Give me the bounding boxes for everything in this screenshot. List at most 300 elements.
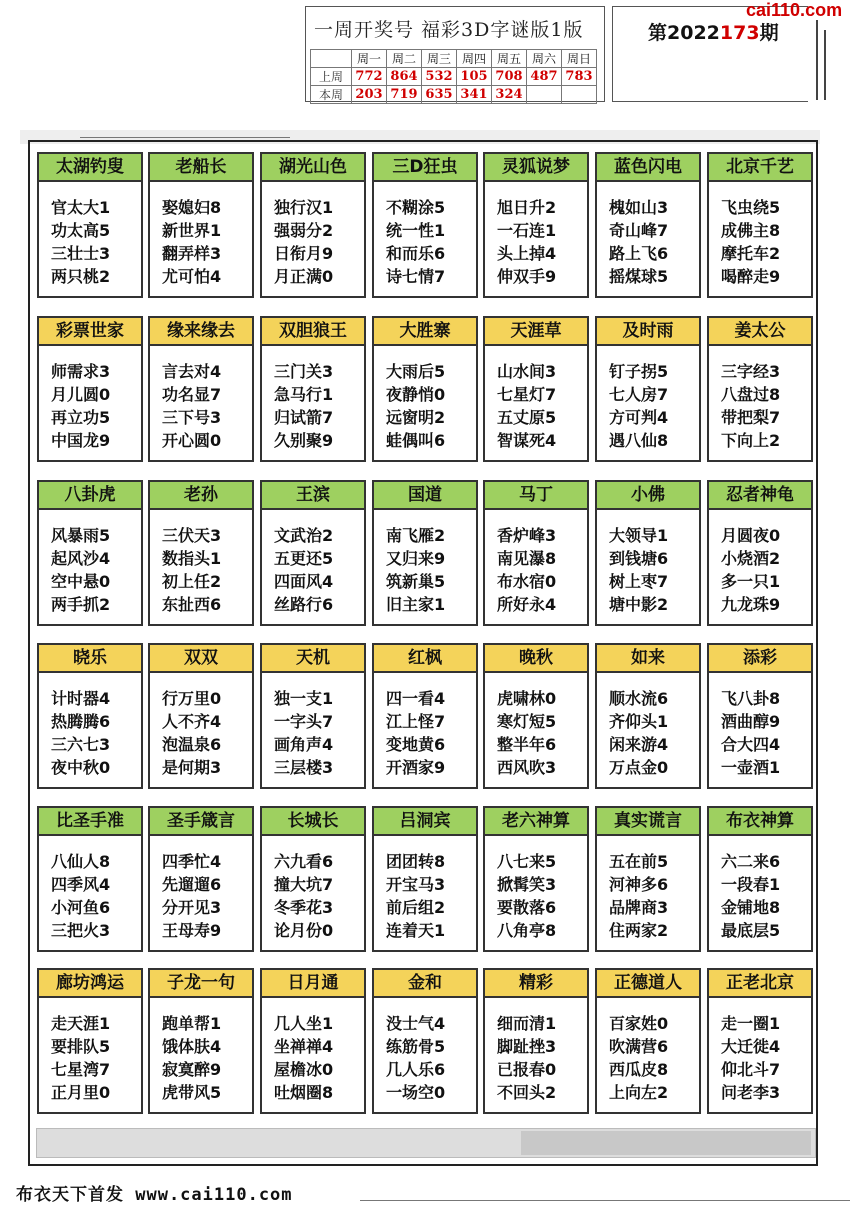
riddle-line: 所好永4: [497, 595, 557, 614]
riddle-card: [595, 152, 701, 298]
riddle-line: 尤可怕4: [162, 267, 222, 286]
weekday-label: 周一: [352, 50, 387, 68]
riddle-line: 饿体肤4: [162, 1037, 222, 1056]
riddle-line: 七星湾7: [51, 1060, 111, 1079]
card-title: 三D狂虫: [374, 154, 476, 182]
riddle-line: 屋檐冰0: [274, 1060, 334, 1079]
riddle-card: [37, 968, 143, 1114]
riddle-line: 掀髯笑3: [497, 875, 557, 894]
riddle-line: 五丈原5: [497, 408, 557, 427]
bottom-bar-block: [521, 1131, 811, 1155]
riddle-line: 正月里0: [51, 1083, 111, 1102]
last-week-row: [311, 68, 597, 86]
card-title: 正德道人: [597, 970, 699, 998]
riddle-card: [483, 968, 589, 1114]
riddle-line: 丝路行6: [274, 595, 334, 614]
riddle-line: 八盘过8: [721, 385, 781, 404]
riddle-line: 两只桃2: [51, 267, 111, 286]
riddle-line: 百家姓0: [609, 1014, 669, 1033]
card-items: [150, 836, 252, 942]
weekday-header-row: [311, 50, 597, 68]
card-title: 吕洞宾: [374, 808, 476, 836]
draw-number: 532: [422, 68, 457, 86]
card-items: [262, 836, 364, 942]
riddle-line: 寒灯短5: [497, 712, 557, 731]
riddle-line: 方可判4: [609, 408, 669, 427]
riddle-line: 品牌商3: [609, 898, 669, 917]
riddle-line: 团团转8: [386, 852, 446, 871]
riddle-line: 金铺地8: [721, 898, 781, 917]
riddle-line: 筑新巢5: [386, 572, 446, 591]
card-items: [485, 346, 587, 452]
card-items: [485, 998, 587, 1104]
riddle-card: [148, 968, 254, 1114]
card-items: [39, 836, 141, 942]
card-title: 八卦虎: [39, 482, 141, 510]
riddle-line: 论月份0: [274, 921, 334, 940]
riddle-line: 智谋死4: [497, 431, 557, 450]
weekly-draw-table: [310, 49, 597, 104]
card-title: 如来: [597, 645, 699, 673]
riddle-line: 开酒家9: [386, 758, 446, 777]
riddle-card: [260, 806, 366, 952]
row-label: 本周: [311, 86, 352, 104]
riddle-line: 人不齐4: [162, 712, 222, 731]
riddle-line: 旭日升2: [497, 198, 557, 217]
card-items: [374, 998, 476, 1104]
riddle-card: [483, 152, 589, 298]
riddle-line: 四一看4: [386, 689, 446, 708]
draw-number: 487: [527, 68, 562, 86]
riddle-line: 香炉峰3: [497, 526, 557, 545]
riddle-line: 整半年6: [497, 735, 557, 754]
riddle-line: 新世界1: [162, 221, 222, 240]
riddle-line: 先遛遛6: [162, 875, 222, 894]
card-title: 圣手箴言: [150, 808, 252, 836]
card-items: [597, 998, 699, 1104]
draw-number: 341: [457, 86, 492, 104]
riddle-line: 顺水流6: [609, 689, 669, 708]
draw-number: 105: [457, 68, 492, 86]
card-title: 忍者神龟: [709, 482, 811, 510]
draw-number: 203: [352, 86, 387, 104]
riddle-line: 远窗明2: [386, 408, 446, 427]
riddle-card: [372, 643, 478, 789]
weekday-label: 周四: [457, 50, 492, 68]
draw-number: 635: [422, 86, 457, 104]
card-items: [485, 510, 587, 616]
riddle-line: 月圆夜0: [721, 526, 781, 545]
riddle-line: 功名显7: [162, 385, 222, 404]
riddle-line: 上向左2: [609, 1083, 669, 1102]
card-items: [597, 510, 699, 616]
riddle-line: 飞八卦8: [721, 689, 781, 708]
riddle-line: 独一支1: [274, 689, 334, 708]
card-items: [597, 182, 699, 288]
riddle-card: [595, 643, 701, 789]
riddle-line: 又归来9: [386, 549, 446, 568]
riddle-line: 三伏天3: [162, 526, 222, 545]
riddle-card: [148, 316, 254, 462]
riddle-line: 再立功5: [51, 408, 111, 427]
riddle-line: 西瓜皮8: [609, 1060, 669, 1079]
riddle-line: 寂寞醉9: [162, 1060, 222, 1079]
card-title: 蓝色闪电: [597, 154, 699, 182]
card-items: [374, 836, 476, 942]
riddle-line: 走天涯1: [51, 1014, 111, 1033]
riddle-line: 统一性1: [386, 221, 446, 240]
card-items: [262, 673, 364, 779]
riddle-line: 不回头2: [497, 1083, 557, 1102]
riddle-line: 官太大1: [51, 198, 111, 217]
card-title: 姜太公: [709, 318, 811, 346]
riddle-card: [483, 643, 589, 789]
card-items: [485, 673, 587, 779]
riddle-line: 布水宿0: [497, 572, 557, 591]
riddle-line: 没士气4: [386, 1014, 446, 1033]
riddle-line: 三字经3: [721, 362, 781, 381]
riddle-line: 一段春1: [721, 875, 781, 894]
riddle-line: 仰北斗7: [721, 1060, 781, 1079]
riddle-line: 多一只1: [721, 572, 781, 591]
riddle-card: [260, 968, 366, 1114]
riddle-line: 风暴雨5: [51, 526, 111, 545]
riddle-line: 开心圆0: [162, 431, 222, 450]
riddle-line: 齐仰头1: [609, 712, 669, 731]
riddle-line: 功太高5: [51, 221, 111, 240]
riddle-line: 五更还5: [274, 549, 334, 568]
riddle-line: 旧主家1: [386, 595, 446, 614]
riddle-line: 连着天1: [386, 921, 446, 940]
card-title: 王滨: [262, 482, 364, 510]
riddle-line: 中国龙9: [51, 431, 111, 450]
riddle-line: 下向上2: [721, 431, 781, 450]
card-title: 长城长: [262, 808, 364, 836]
card-title: 双胆狼王: [262, 318, 364, 346]
card-items: [39, 510, 141, 616]
riddle-card: [260, 643, 366, 789]
riddle-line: 树上枣7: [609, 572, 669, 591]
riddle-card: [707, 480, 813, 626]
riddle-line: 南飞雁2: [386, 526, 446, 545]
riddle-line: 喝醉走9: [721, 267, 781, 286]
card-title: 天涯草: [485, 318, 587, 346]
riddle-line: 要散落6: [497, 898, 557, 917]
riddle-line: 到钱塘6: [609, 549, 669, 568]
riddle-line: 日衔月9: [274, 244, 334, 263]
draw-number: [527, 86, 562, 104]
card-items: [709, 673, 811, 779]
riddle-line: 夜静悄0: [386, 385, 446, 404]
card-title: 彩票世家: [39, 318, 141, 346]
riddle-card: [595, 480, 701, 626]
riddle-line: 几人坐1: [274, 1014, 334, 1033]
riddle-line: 伸双手9: [497, 267, 557, 286]
riddle-line: 四面风4: [274, 572, 334, 591]
riddle-line: 和而乐6: [386, 244, 446, 263]
riddle-card: [37, 643, 143, 789]
top-rule: [80, 137, 290, 138]
riddle-line: 酒曲醇9: [721, 712, 781, 731]
riddle-card: [707, 316, 813, 462]
riddle-line: 三门关3: [274, 362, 334, 381]
riddle-line: 大领导1: [609, 526, 669, 545]
riddle-line: 八仙人8: [51, 852, 111, 871]
riddle-line: 七人房7: [609, 385, 669, 404]
riddle-line: 一场空0: [386, 1083, 446, 1102]
riddle-line: 摇煤球5: [609, 267, 669, 286]
riddle-line: 归试箭7: [274, 408, 334, 427]
riddle-line: 大迁徙4: [721, 1037, 781, 1056]
riddle-card: [595, 316, 701, 462]
riddle-card: [483, 316, 589, 462]
card-title: 老孙: [150, 482, 252, 510]
card-title: 灵狐说梦: [485, 154, 587, 182]
riddle-line: 西风吹3: [497, 758, 557, 777]
riddle-line: 冬季花3: [274, 898, 334, 917]
riddle-line: 万点金0: [609, 758, 669, 777]
draw-number: 772: [352, 68, 387, 86]
riddle-line: 撞大坑7: [274, 875, 334, 894]
card-title: 老六神算: [485, 808, 587, 836]
riddle-card: [707, 968, 813, 1114]
card-title: 金和: [374, 970, 476, 998]
card-items: [597, 346, 699, 452]
this-week-row: [311, 86, 597, 104]
riddle-line: 八七来5: [497, 852, 557, 871]
riddle-card: [372, 316, 478, 462]
card-title: 老船长: [150, 154, 252, 182]
riddle-line: 月儿圆0: [51, 385, 111, 404]
riddle-line: 细而清1: [497, 1014, 557, 1033]
card-items: [39, 346, 141, 452]
card-items: [262, 346, 364, 452]
draw-number: 708: [492, 68, 527, 86]
riddle-line: 初上任2: [162, 572, 222, 591]
riddle-line: 画角声4: [274, 735, 334, 754]
riddle-line: 虎带风5: [162, 1083, 222, 1102]
card-items: [39, 998, 141, 1104]
footer-credit: 布衣天下首发 www.cai110.com: [16, 1185, 293, 1205]
card-title: 日月通: [262, 970, 364, 998]
riddle-line: 四季忙4: [162, 852, 222, 871]
riddle-line: 起风沙4: [51, 549, 111, 568]
riddle-line: 山水间3: [497, 362, 557, 381]
riddle-line: 两手抓2: [51, 595, 111, 614]
riddle-line: 分开见3: [162, 898, 222, 917]
card-title: 马丁: [485, 482, 587, 510]
riddle-line: 三壮士3: [51, 244, 111, 263]
weekday-label: 周日: [562, 50, 597, 68]
draw-number: 783: [562, 68, 597, 86]
riddle-line: 南见瀑8: [497, 549, 557, 568]
riddle-line: 三层楼3: [274, 758, 334, 777]
riddle-card: [372, 152, 478, 298]
riddle-line: 七星灯7: [497, 385, 557, 404]
draw-results-panel: [305, 6, 605, 102]
header-title: 一周开奖号 福彩3D字谜版1版: [314, 19, 584, 41]
card-items: [262, 510, 364, 616]
riddle-card: [37, 316, 143, 462]
riddle-line: 数指头1: [162, 549, 222, 568]
riddle-card: [148, 152, 254, 298]
riddle-line: 最底层5: [721, 921, 781, 940]
card-title: 天机: [262, 645, 364, 673]
riddle-line: 三下号3: [162, 408, 222, 427]
riddle-line: 奇山峰7: [609, 221, 669, 240]
riddle-line: 头上掉4: [497, 244, 557, 263]
riddle-line: 空中悬0: [51, 572, 111, 591]
riddle-line: 强弱分2: [274, 221, 334, 240]
card-items: [709, 836, 811, 942]
card-items: [374, 673, 476, 779]
footer-rule: [360, 1200, 850, 1201]
riddle-line: 走一圈1: [721, 1014, 781, 1033]
riddle-card: [260, 152, 366, 298]
card-items: [597, 836, 699, 942]
riddle-line: 几人乐6: [386, 1060, 446, 1079]
riddle-line: 王母寿9: [162, 921, 222, 940]
card-items: [709, 510, 811, 616]
issue-number: 第2022173期: [648, 22, 779, 44]
riddle-line: 路上飞6: [609, 244, 669, 263]
riddle-line: 文武治2: [274, 526, 334, 545]
riddle-line: 住两家2: [609, 921, 669, 940]
card-title: 正老北京: [709, 970, 811, 998]
riddle-line: 月正满0: [274, 267, 334, 286]
riddle-line: 九龙珠9: [721, 595, 781, 614]
bottom-bar: [36, 1128, 816, 1158]
card-items: [39, 182, 141, 288]
riddle-line: 翻弄样3: [162, 244, 222, 263]
riddle-card: [707, 152, 813, 298]
riddle-card: [37, 152, 143, 298]
card-title: 布衣神算: [709, 808, 811, 836]
riddle-line: 带把梨7: [721, 408, 781, 427]
riddle-line: 久别聚9: [274, 431, 334, 450]
riddle-line: 蛙偶叫6: [386, 431, 446, 450]
riddle-card: [483, 480, 589, 626]
riddle-card: [595, 968, 701, 1114]
riddle-line: 是何期3: [162, 758, 222, 777]
riddle-card: [372, 806, 478, 952]
riddle-line: 闲来游4: [609, 735, 669, 754]
riddle-line: 小烧酒2: [721, 549, 781, 568]
decorative-divider: [824, 30, 846, 100]
riddle-line: 不糊涂5: [386, 198, 446, 217]
riddle-line: 合大四4: [721, 735, 781, 754]
riddle-line: 师需求3: [51, 362, 111, 381]
riddle-line: 脚趾挫3: [497, 1037, 557, 1056]
card-items: [709, 182, 811, 288]
riddle-line: 摩托车2: [721, 244, 781, 263]
card-title: 廊坊鸿运: [39, 970, 141, 998]
card-items: [150, 510, 252, 616]
riddle-line: 泡温泉6: [162, 735, 222, 754]
riddle-line: 大雨后5: [386, 362, 446, 381]
riddle-card: [707, 643, 813, 789]
row-label: 上周: [311, 68, 352, 86]
riddle-line: 八角亭8: [497, 921, 557, 940]
riddle-card: [260, 316, 366, 462]
riddle-line: 五在前5: [609, 852, 669, 871]
card-items: [262, 998, 364, 1104]
riddle-card: [595, 806, 701, 952]
card-title: 湖光山色: [262, 154, 364, 182]
card-title: 比圣手准: [39, 808, 141, 836]
riddle-line: 东扯西6: [162, 595, 222, 614]
draw-number: 324: [492, 86, 527, 104]
riddle-line: 成佛主8: [721, 221, 781, 240]
card-title: 晚秋: [485, 645, 587, 673]
card-items: [150, 998, 252, 1104]
card-items: [485, 836, 587, 942]
card-title: 添彩: [709, 645, 811, 673]
riddle-line: 热腾腾6: [51, 712, 111, 731]
riddle-card: [37, 480, 143, 626]
riddle-line: 六二来6: [721, 852, 781, 871]
riddle-line: 槐如山3: [609, 198, 669, 217]
draw-number: 864: [387, 68, 422, 86]
card-items: [709, 346, 811, 452]
riddle-line: 要排队5: [51, 1037, 111, 1056]
weekday-label: 周三: [422, 50, 457, 68]
riddle-card: [372, 968, 478, 1114]
riddle-line: 夜中秋0: [51, 758, 111, 777]
card-title: 及时雨: [597, 318, 699, 346]
card-items: [374, 182, 476, 288]
riddle-card: [37, 806, 143, 952]
card-items: [39, 673, 141, 779]
riddle-line: 六九看6: [274, 852, 334, 871]
riddle-line: 问老李3: [721, 1083, 781, 1102]
riddle-card: [148, 806, 254, 952]
riddle-line: 塘中影2: [609, 595, 669, 614]
riddle-line: 一字头7: [274, 712, 334, 731]
card-title: 真实谎言: [597, 808, 699, 836]
site-watermark: cai110.com: [746, 0, 843, 20]
card-items: [374, 346, 476, 452]
riddle-card: [148, 480, 254, 626]
riddle-card: [372, 480, 478, 626]
riddle-line: 独行汉1: [274, 198, 334, 217]
riddle-line: 开宝马3: [386, 875, 446, 894]
riddle-line: 急马行1: [274, 385, 334, 404]
riddle-line: 四季风4: [51, 875, 111, 894]
card-title: 缘来缘去: [150, 318, 252, 346]
riddle-line: 变地黄6: [386, 735, 446, 754]
riddle-line: 练筋骨5: [386, 1037, 446, 1056]
card-title: 国道: [374, 482, 476, 510]
riddle-line: 小河鱼6: [51, 898, 111, 917]
riddle-line: 言去对4: [162, 362, 222, 381]
card-items: [374, 510, 476, 616]
riddle-line: 虎啸林0: [497, 689, 557, 708]
weekday-label: 周五: [492, 50, 527, 68]
riddle-line: 三把火3: [51, 921, 111, 940]
card-items: [150, 673, 252, 779]
riddle-line: 飞虫绕5: [721, 198, 781, 217]
card-items: [485, 182, 587, 288]
riddle-line: 娶媳妇8: [162, 198, 222, 217]
card-title: 太湖钓叟: [39, 154, 141, 182]
riddle-line: 江上怪7: [386, 712, 446, 731]
riddle-line: 三六七3: [51, 735, 111, 754]
riddle-line: 钉子拐5: [609, 362, 669, 381]
draw-number: 719: [387, 86, 422, 104]
card-title: 双双: [150, 645, 252, 673]
riddle-line: 河神多6: [609, 875, 669, 894]
